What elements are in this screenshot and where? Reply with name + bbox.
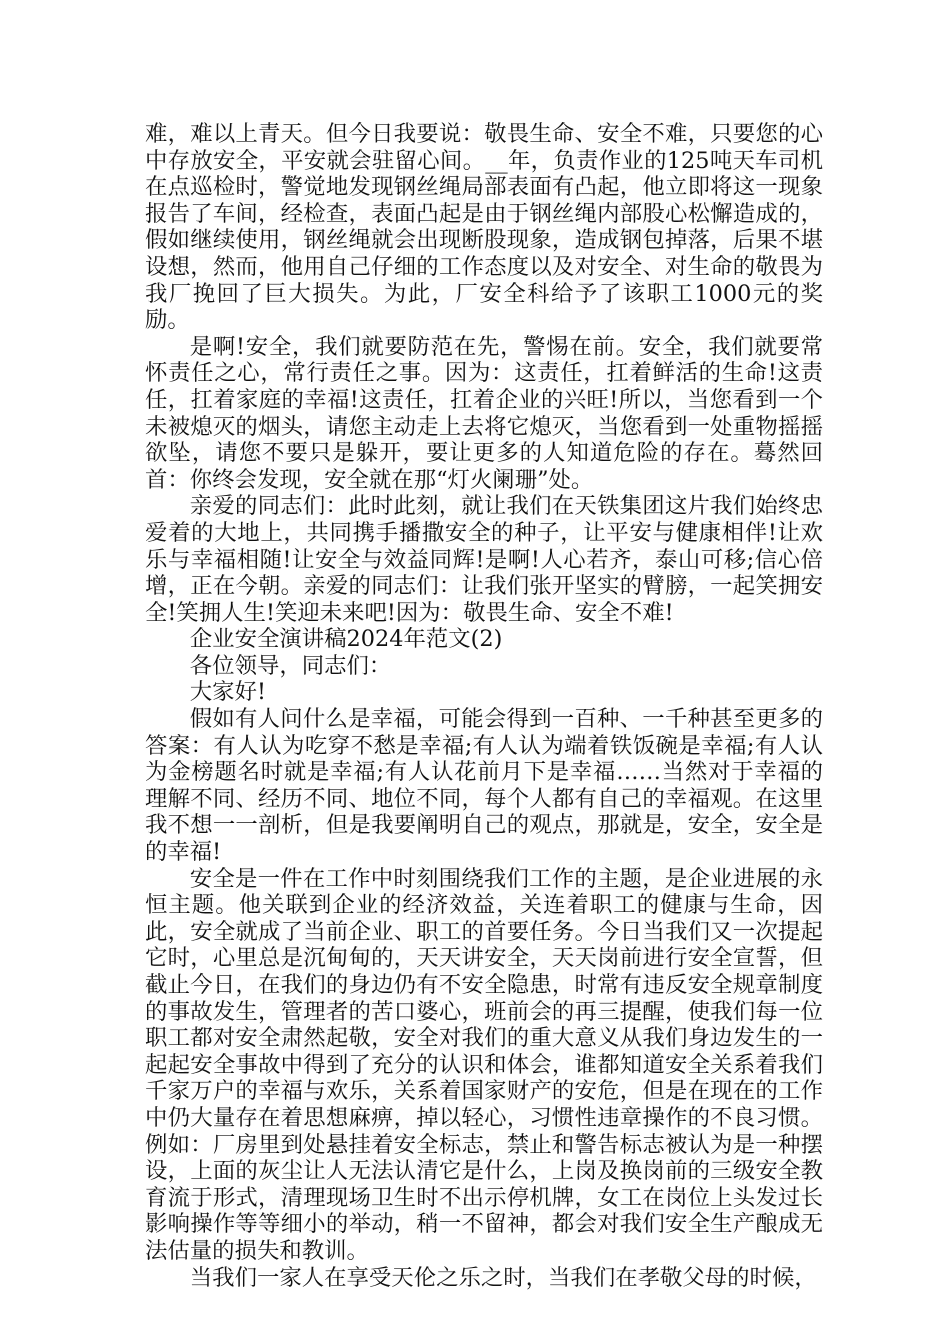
document-body (145, 121, 823, 1291)
greeting: 大家好! (189, 679, 266, 706)
paragraph-happiness: 假如有人问什么是幸福，可能会得到一百种、一千种甚至更多的答案：有人认为吃穿不愁是幸福;有人认为端着铁饭碗是幸福;有人认为金榜题名时就是幸福;有人认花前月下是幸福……当然对于幸福的理解不同、经历不同、地位不同，每个人都有自己的幸福观。在这里我不想一一剖析，但是我要阐明自己的观点，那就是，安全，安全是的幸福! (145, 706, 823, 866)
paragraph-closing-appeal: 亲爱的同志们：此时此刻，就让我们在天铁集团这片我们始终忠爱着的大地上，共同携手播撒安全的种子，让平安与健康相伴!让欢乐与幸福相随!让安全与效益同辉!是啊!人心若齐，泰山可移;信心倍增，正在今朝。亲爱的同志们：让我们张开坚实的臂膀，一起笑拥安全!笑拥人生!笑迎未来吧!因为：敬畏生命、安全不难! (145, 493, 823, 626)
salutation: 各位领导，同志们： (189, 652, 392, 679)
paragraph-continued: 难，难以上青天。但今日我要说：敬畏生命、安全不难，只要您的心中存放安全，平安就会驻留心间。__年，负责作业的125吨天车司机在点巡检时，警觉地发现钢丝绳局部表面有凸起，他立即将这一现象报告了车间，经检查，表面凸起是由于钢丝绳内部股心松懈造成的，假如继续使用，钢丝绳就会出现断股现象，造成钢包掉落，后果不堪设想，然而，他用自己仔细的工作态度以及对安全、对生命的敬畏为我厂挽回了巨大损失。为此，厂安全科给予了该职工1000元的奖励。 (145, 121, 823, 334)
paragraph-responsibility: 是啊!安全，我们就要防范在先，警惕在前。安全，我们就要常怀责任之心，常行责任之事。因为：这责任，扛着鲜活的生命!这责任，扛着家庭的幸福!这责任，扛着企业的兴旺!所以，当您看到一个未被熄灭的烟头，请您主动走上去将它熄灭，当您看到一处重物摇摇欲坠，请您不要只是躲开，要让更多的人知道危险的存在。蓦然回首：你终会发现，安全就在那“灯火阑珊”处。 (145, 333, 823, 493)
paragraph-family: 当我们一家人在享受天伦之乐之时，当我们在孝敬父母的时候， (189, 1264, 817, 1291)
section-title: 企业安全演讲稿2024年范文(2) (189, 626, 503, 653)
paragraph-safety-theme: 安全是一件在工作中时刻围绕我们工作的主题，是企业进展的永恒主题。他关联到企业的经济效益，关连着职工的健康与生命，因此，安全就成了当前企业、职工的首要任务。今日当我们又一次提起它时，心里总是沉甸甸的，天天讲安全，天天岗前进行安全宣誓，但截止今日，在我们的身边仍有不安全隐患，时常有违反安全规章制度的事故发生，管理者的苦口婆心，班前会的再三提醒，使我们每一位职工都对安全肃然起敬，安全对我们的重大意义从我们身边发生的一起起安全事故中得到了充分的认识和体会，谁都知道安全关系着我们千家万户的幸福与欢乐，关系着国家财产的安危，但是在现在的工作中仍大量存在着思想麻痹，掉以轻心，习惯性违章操作的不良习惯。例如：厂房里到处悬挂着安全标志，禁止和警告标志被认为是一种摆设，上面的灰尘让人无法认清它是什么，上岗及换岗前的三级安全教育流于形式，清理现场卫生时不出示停机牌，女工在岗位上头发过长影响操作等等细小的举动，稍一不留神，都会对我们安全生产酿成无法估量的损失和教训。 (145, 865, 823, 1264)
